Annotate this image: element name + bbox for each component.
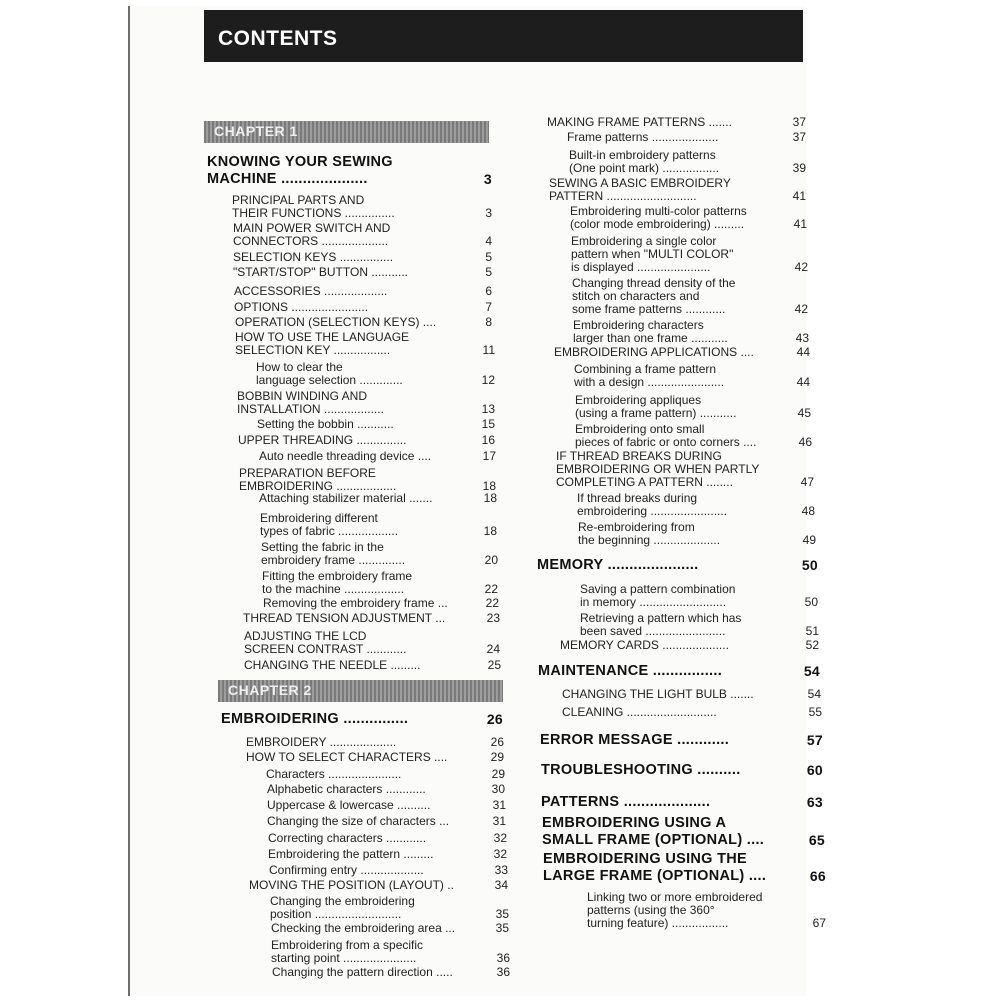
toc-entry-page: 31: [492, 814, 506, 828]
toc-entry: [267, 799, 506, 812]
toc-entry-title: Retrieving a pattern which has been saved ........................: [580, 611, 742, 638]
toc-entry-page: 18: [483, 491, 497, 505]
toc-entry: [562, 688, 821, 701]
toc-entry: [259, 450, 496, 463]
toc-entry-page: 44: [796, 345, 810, 359]
toc-entry: [235, 331, 495, 357]
toc-entry-title: PREPARATION BEFORE EMBROIDERING ..................: [239, 466, 397, 493]
toc-entry-page: 37: [792, 130, 806, 144]
toc-entry-page: 42: [794, 302, 808, 316]
chapter-2-label: CHAPTER 2: [228, 682, 312, 698]
toc-entry-title: OPERATION (SELECTION KEYS) ....: [235, 315, 437, 329]
toc-entry: [233, 251, 492, 264]
toc-section-entry: [537, 557, 818, 574]
toc-entry-title: THREAD TENSION ADJUSTMENT ...: [243, 611, 446, 625]
toc-entry: [575, 394, 811, 420]
toc-entry-page: 55: [808, 705, 822, 719]
toc-entry-title: MAIN POWER SWITCH AND CONNECTORS ....................: [233, 221, 391, 248]
toc-entry-page: 4: [485, 234, 492, 248]
page-title: CONTENTS: [218, 27, 338, 50]
toc-entry: [256, 361, 495, 387]
toc-section-entry: [221, 711, 503, 728]
toc-entry-page: 32: [493, 847, 507, 861]
toc-entry-title: Uppercase & lowercase ..........: [267, 798, 431, 812]
toc-entry-title: Characters ......................: [266, 767, 402, 781]
toc-entry-page: 23: [486, 611, 500, 625]
toc-entry-page: 3: [483, 171, 492, 187]
toc-entry: [269, 864, 508, 877]
toc-entry-page: 66: [809, 868, 826, 884]
toc-entry-title: Frame patterns ....................: [567, 130, 719, 144]
toc-entry: [267, 783, 505, 796]
toc-entry-page: 41: [792, 189, 806, 203]
toc-entry-page: 20: [484, 553, 498, 567]
toc-entry-page: 17: [482, 449, 496, 463]
toc-entry-page: 42: [794, 260, 808, 274]
toc-entry-title: TROUBLESHOOTING ..........: [541, 762, 741, 778]
chapter-2-banner: [218, 680, 503, 702]
toc-entry: [271, 939, 510, 965]
toc-entry-title: EMBROIDERING USING A SMALL FRAME (OPTIONAL) ....: [542, 815, 765, 848]
toc-entry-title: PRINCIPAL PARTS AND THEIR FUNCTIONS ...............: [232, 193, 395, 220]
toc-entry-page: 18: [482, 479, 496, 493]
toc-entry-page: 36: [496, 965, 510, 979]
toc-entry-page: 54: [803, 663, 820, 679]
toc-entry-title: Changing thread density of the stitch on characters and some frame patterns ............: [572, 276, 736, 316]
toc-entry-title: Confirming entry ...................: [269, 863, 424, 877]
toc-entry: [577, 492, 815, 518]
toc-entry: [272, 966, 510, 979]
toc-entry: [567, 131, 806, 144]
toc-entry-page: 26: [490, 735, 504, 749]
toc-entry-title: "START/STOP" BUTTON ...........: [233, 265, 408, 279]
toc-entry-title: How to clear the language selection .............: [256, 360, 403, 387]
toc-entry-page: 54: [807, 687, 821, 701]
toc-entry-page: 35: [495, 921, 509, 935]
toc-entry: [271, 922, 509, 935]
toc-entry-title: Removing the embroidery frame ...: [263, 596, 448, 610]
toc-entry-page: 46: [798, 435, 812, 449]
toc-entry: [574, 363, 810, 389]
toc-entry: [235, 316, 492, 329]
toc-entry-page: 50: [801, 557, 818, 573]
toc-entry: [554, 346, 810, 359]
toc-entry-page: 67: [812, 916, 826, 930]
toc-entry: [562, 706, 822, 719]
toc-entry-page: 3: [485, 206, 492, 220]
toc-entry-page: 13: [481, 402, 495, 416]
toc-entry-page: 31: [492, 798, 506, 812]
toc-entry-title: Checking the embroidering area ...: [271, 921, 456, 935]
toc-entry-title: Changing the embroidering position ..........................: [270, 894, 415, 921]
toc-entry: [233, 266, 492, 279]
toc-entry-title: Correcting characters ............: [268, 831, 427, 845]
toc-entry: [249, 879, 508, 892]
toc-entry-title: ERROR MESSAGE ............: [540, 732, 730, 748]
toc-entry-page: 44: [796, 375, 810, 389]
toc-entry-title: HOW TO USE THE LANGUAGE SELECTION KEY .................: [235, 330, 410, 357]
title-bar: [204, 10, 803, 62]
toc-entry: [238, 434, 495, 447]
chapter-1-label: CHAPTER 1: [214, 123, 298, 139]
toc-entry-page: 5: [485, 265, 492, 279]
toc-entry: [244, 630, 500, 656]
toc-entry-page: 41: [793, 217, 807, 231]
toc-entry-page: 7: [485, 300, 492, 314]
toc-entry-page: 18: [483, 524, 497, 538]
toc-section-entry: [541, 794, 823, 811]
toc-entry: [556, 450, 814, 489]
toc-entry: [243, 612, 500, 625]
toc-entry-page: 25: [487, 658, 501, 672]
toc-entry-title: EMBROIDERING ...............: [221, 711, 409, 727]
toc-entry-page: 6: [485, 284, 492, 298]
toc-section-entry: [538, 663, 820, 680]
toc-entry-title: Embroidering appliques (using a frame pattern) ...........: [575, 393, 737, 420]
toc-entry-title: CLEANING ...........................: [562, 705, 717, 719]
toc-entry-page: 15: [481, 417, 495, 431]
toc-entry-title: Linking two or more embroidered patterns (using the 360° turning feature) .................: [587, 890, 763, 930]
toc-entry-page: 65: [808, 832, 825, 848]
toc-entry-page: 50: [804, 595, 818, 609]
toc-entry: [569, 149, 806, 175]
toc-entry-title: If thread breaks during embroidering .......................: [577, 491, 728, 518]
toc-entry-title: Changing the size of characters ...: [267, 814, 450, 828]
toc-entry-page: 22: [485, 596, 499, 610]
toc-entry-title: KNOWING YOUR SEWING MACHINE ....................: [207, 154, 393, 187]
toc-entry-page: 12: [481, 373, 495, 387]
toc-entry-title: Setting the bobbin ...........: [257, 417, 394, 431]
toc-entry: [572, 277, 808, 316]
toc-entry-page: 47: [800, 475, 814, 489]
toc-entry-title: Auto needle threading device ....: [259, 449, 432, 463]
toc-entry-page: 24: [486, 642, 500, 656]
toc-entry-page: 36: [496, 951, 510, 965]
toc-entry-page: 48: [801, 504, 815, 518]
toc-entry-title: MAINTENANCE ................: [538, 663, 723, 679]
toc-entry: [259, 492, 497, 505]
toc-entry: [575, 423, 812, 449]
toc-entry-title: Changing the pattern direction .....: [272, 965, 453, 979]
toc-entry-title: MAKING FRAME PATTERNS .......: [547, 115, 732, 129]
toc-entry-title: Embroidering onto small pieces of fabric or onto corners ....: [575, 422, 757, 449]
toc-entry-page: 30: [491, 782, 505, 796]
toc-entry-title: HOW TO SELECT CHARACTERS ....: [246, 750, 448, 764]
toc-entry: [232, 194, 492, 220]
toc-entry: [246, 751, 504, 764]
toc-entry-title: OPTIONS .......................: [234, 300, 369, 314]
toc-entry-page: 37: [792, 115, 806, 129]
toc-entry: [571, 235, 808, 274]
toc-entry-title: MOVING THE POSITION (LAYOUT) ..: [249, 878, 454, 892]
toc-entry-title: Embroidering characters larger than one frame ...........: [573, 318, 728, 345]
toc-entry: [267, 815, 506, 828]
toc-entry-title: ADJUSTING THE LCD SCREEN CONTRAST ............: [244, 629, 407, 656]
toc-entry-title: UPPER THREADING ...............: [238, 433, 407, 447]
toc-entry: [263, 597, 499, 610]
toc-entry-title: EMBROIDERING APPLICATIONS ....: [554, 345, 754, 359]
toc-entry-title: SELECTION KEYS ................: [233, 250, 394, 264]
toc-entry-title: Setting the fabric in the embroidery frame ..............: [261, 540, 406, 567]
toc-entry: [578, 521, 816, 547]
chapter-1-banner: [204, 121, 489, 143]
toc-entry: [237, 390, 495, 416]
toc-section-entry: [541, 762, 823, 779]
toc-entry: [246, 736, 504, 749]
toc-entry-page: 33: [494, 863, 508, 877]
toc-entry-page: 5: [485, 250, 492, 264]
toc-entry-title: Built-in embroidery patterns (One point mark) .................: [569, 148, 720, 175]
toc-entry-page: 32: [493, 831, 507, 845]
toc-entry: [547, 116, 806, 129]
toc-entry-page: 8: [485, 315, 492, 329]
toc-entry: [570, 205, 807, 231]
toc-section-entry: [540, 732, 823, 749]
toc-entry-page: 63: [806, 794, 823, 810]
toc-entry: [260, 512, 497, 538]
toc-entry-title: Embroidering a single color pattern when "MULTI COLOR" is displayed ......................: [571, 234, 734, 274]
toc-entry-page: 16: [481, 433, 495, 447]
toc-entry-page: 34: [494, 878, 508, 892]
toc-entry: [560, 639, 819, 652]
toc-entry-title: EMBROIDERY ....................: [246, 735, 397, 749]
toc-entry-page: 11: [482, 343, 495, 357]
toc-entry: [266, 768, 505, 781]
toc-entry: [262, 570, 498, 596]
toc-entry-title: Re-embroidering from the beginning ....................: [578, 520, 721, 547]
toc-entry-page: 26: [486, 711, 503, 727]
toc-entry: [549, 177, 806, 203]
toc-entry: [239, 467, 496, 493]
toc-entry-title: Attaching stabilizer material .......: [259, 491, 433, 505]
toc-entry-title: IF THREAD BREAKS DURING EMBROIDERING OR WHEN PARTLY COMPLETING A PATTERN ........: [556, 449, 760, 489]
toc-entry-title: MEMORY CARDS ....................: [560, 638, 729, 652]
toc-entry-title: PATTERNS ....................: [541, 794, 711, 810]
toc-entry-page: 60: [806, 762, 823, 778]
toc-entry-title: EMBROIDERING USING THE LARGE FRAME (OPTIONAL) ....: [543, 851, 767, 884]
toc-entry-title: Combining a frame pattern with a design .......................: [574, 362, 725, 389]
toc-entry-page: 35: [495, 907, 509, 921]
toc-entry: [244, 659, 501, 672]
toc-entry-title: Saving a pattern combination in memory ..........................: [580, 582, 736, 609]
toc-entry: [234, 301, 492, 314]
toc-entry: [234, 285, 492, 298]
toc-entry-page: 45: [797, 406, 811, 420]
toc-entry-page: 39: [792, 161, 806, 175]
toc-entry-page: 22: [484, 582, 498, 596]
toc-entry-title: Fitting the embroidery frame to the machine ..................: [262, 569, 413, 596]
toc-entry-title: Embroidering from a specific starting point ......................: [271, 938, 424, 965]
toc-entry-title: Embroidering different types of fabric ..................: [260, 511, 399, 538]
toc-entry: [261, 541, 498, 567]
toc-section-entry: [543, 851, 826, 885]
toc-entry-page: 49: [802, 533, 816, 547]
toc-section-entry: [542, 815, 825, 849]
toc-entry-title: ACCESSORIES ...................: [234, 284, 388, 298]
toc-entry-title: SEWING A BASIC EMBROIDERY PATTERN ...........................: [549, 176, 731, 203]
toc-entry-title: Embroidering multi-color patterns (color mode embroidering) .........: [570, 204, 747, 231]
toc-entry-title: Embroidering the pattern .........: [268, 847, 434, 861]
toc-entry: [257, 418, 495, 431]
toc-entry-page: 43: [795, 331, 809, 345]
toc-entry: [268, 848, 507, 861]
toc-section-entry: [207, 154, 492, 188]
toc-entry-page: 29: [490, 750, 504, 764]
toc-entry-title: CHANGING THE LIGHT BULB .......: [562, 687, 754, 701]
toc-entry-title: Alphabetic characters ............: [267, 782, 426, 796]
toc-entry: [587, 891, 826, 930]
toc-entry-page: 57: [806, 732, 823, 748]
toc-entry: [573, 319, 809, 345]
toc-entry-page: 51: [805, 624, 819, 638]
toc-entry-title: BOBBIN WINDING AND INSTALLATION ..................: [237, 389, 384, 416]
toc-entry-title: CHANGING THE NEEDLE .........: [244, 658, 421, 672]
toc-entry-page: 29: [491, 767, 505, 781]
toc-entry-title: MEMORY .....................: [537, 557, 699, 573]
toc-entry-page: 52: [805, 638, 819, 652]
toc-entry: [270, 895, 509, 921]
toc-entry: [580, 612, 819, 638]
toc-entry: [233, 222, 492, 248]
toc-entry: [268, 832, 507, 845]
toc-entry: [580, 583, 818, 609]
